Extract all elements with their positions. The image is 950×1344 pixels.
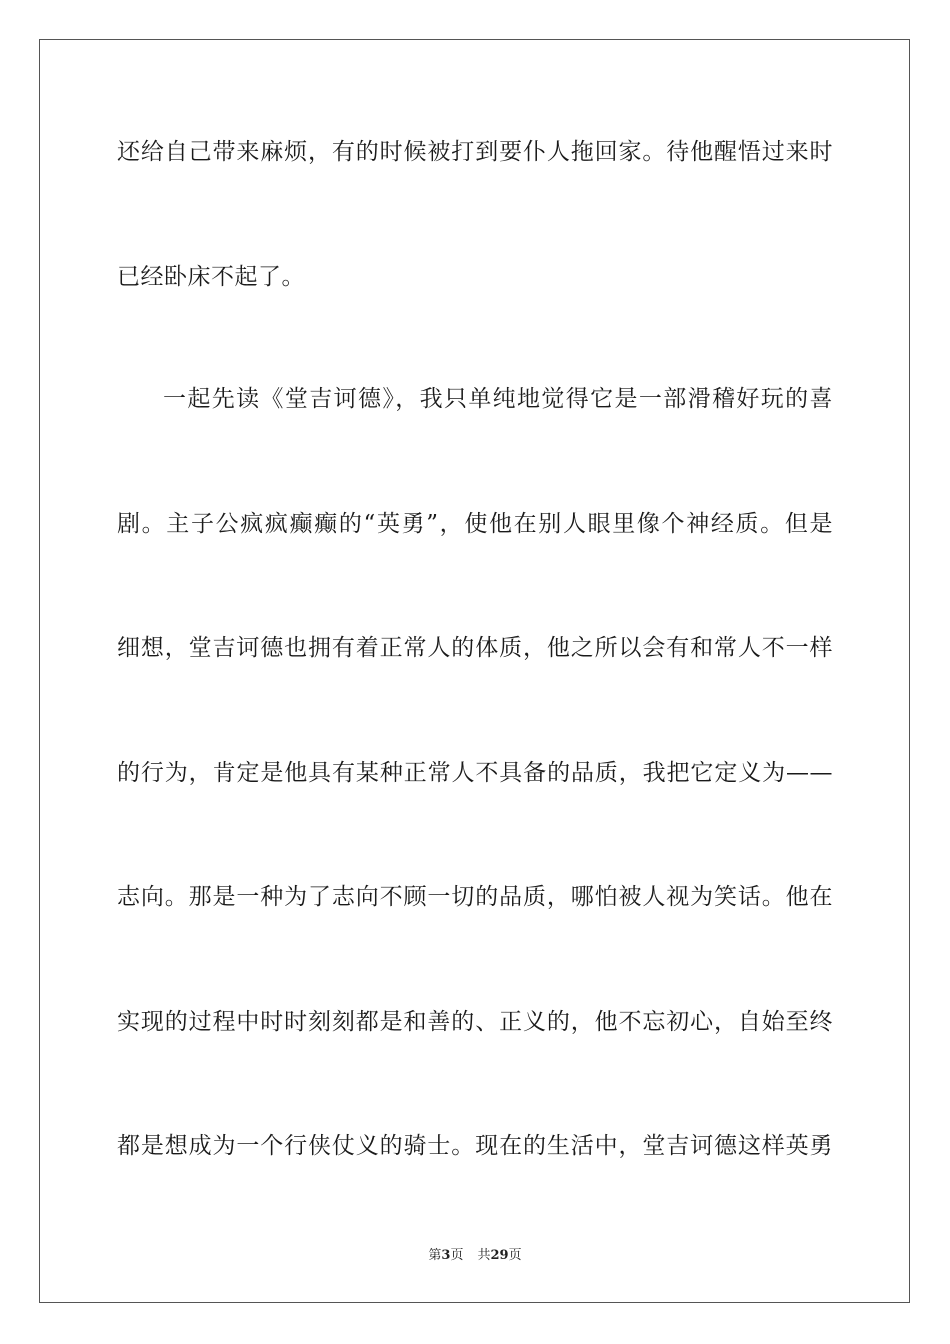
- body-line-8: 实现的过程中时时刻刻都是和善的、正义的，他不忘初心，自始至终: [117, 1009, 833, 1035]
- total-suffix: 页: [508, 1248, 522, 1263]
- page-footer: [0, 1247, 950, 1265]
- body-line-6: 的行为，肯定是他具有某种正常人不具备的品质，我把它定义为——: [117, 760, 833, 786]
- body-line-9: 都是想成为一个行侠仗义的骑士。现在的生活中，堂吉诃德这样英勇: [117, 1133, 833, 1159]
- body-line-2: 已经卧床不起了。: [117, 264, 305, 290]
- body-line-5: 细想，堂吉诃德也拥有着正常人的体质，他之所以会有和常人不一样: [117, 635, 833, 661]
- page-border: [39, 39, 910, 1303]
- page-suffix: 页: [450, 1248, 464, 1263]
- total-prefix: 共: [477, 1248, 491, 1263]
- body-line-1: 还给自己带来麻烦，有的时候被打到要仆人拖回家。待他醒悟过来时: [117, 139, 833, 165]
- body-line-3: 一起先读《堂吉诃德》，我只单纯地觉得它是一部滑稽好玩的喜: [163, 386, 833, 412]
- total-page-number: 29: [490, 1248, 509, 1263]
- current-page-number: 3: [441, 1248, 451, 1263]
- body-line-7: 志向。那是一种为了志向不顾一切的品质，哪怕被人视为笑话。他在: [117, 884, 833, 910]
- page-prefix: 第: [428, 1248, 442, 1263]
- body-line-4: 剧。主子公疯疯癫癫的“英勇”，使他在别人眼里像个神经质。但是: [117, 511, 833, 537]
